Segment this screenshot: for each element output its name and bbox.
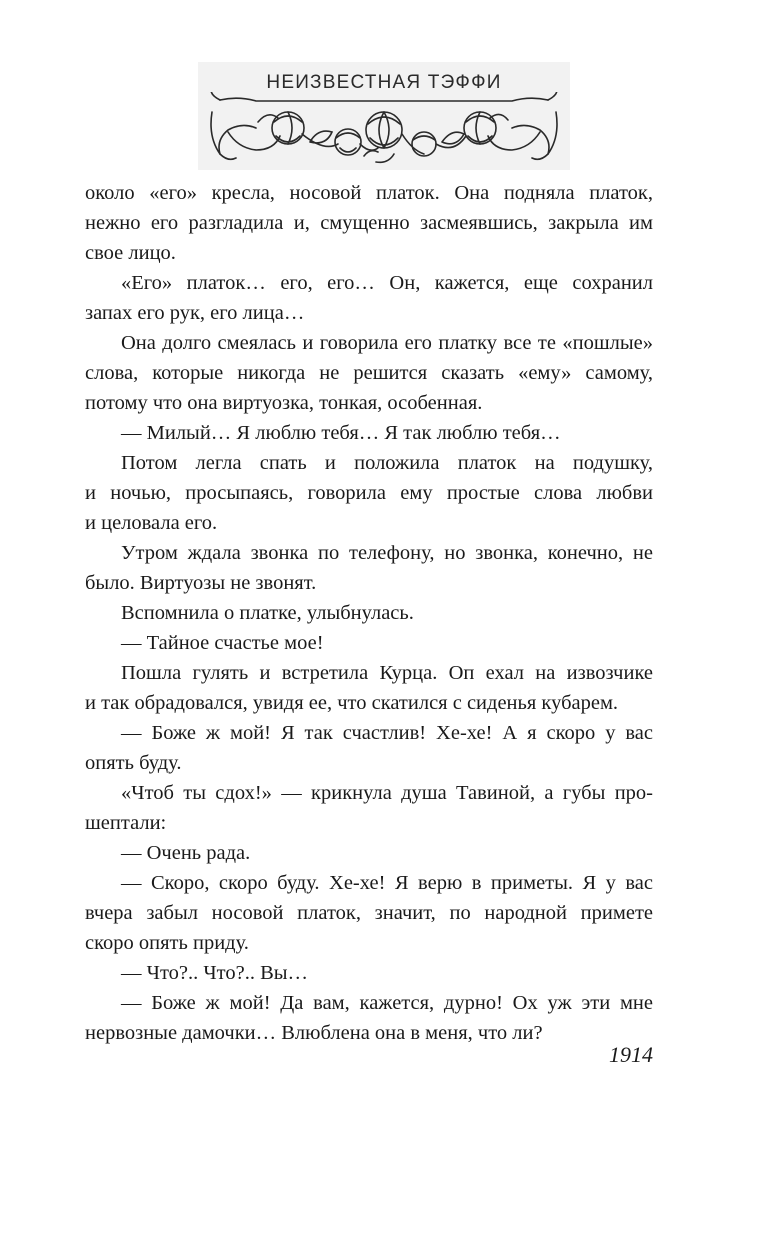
text-line: скоро опять приду. <box>85 932 249 954</box>
text-line: нервозные дамочки… Влюблена она в меня, что ли? <box>85 1022 543 1044</box>
text-line: Утром ждала звонка по телефону, но звонка, конечно, не <box>121 542 653 564</box>
text-line: потому что она виртуозка, тонкая, особенная. <box>85 392 483 414</box>
text-line: — Тайное счастье мое! <box>121 632 324 654</box>
text-line: слова, которые никогда не решится сказать «ему» самому, <box>85 362 653 384</box>
text-line: и ночью, просыпаясь, говорила ему простые слова любви <box>85 482 653 504</box>
floral-ornament-icon <box>198 92 570 168</box>
text-line: Она долго смеялась и говорила его платку все те «пошлые» <box>121 332 653 354</box>
text-line: и целовала его. <box>85 512 218 534</box>
text-line: — Очень рада. <box>121 842 251 864</box>
text-line: — Милый… Я люблю тебя… Я так люблю тебя… <box>121 422 561 444</box>
body-text <box>85 178 653 1048</box>
text-line: и так обрадовался, увидя ее, что скатился с сиденья кубарем. <box>85 692 619 714</box>
running-title: НЕИЗВЕСТНАЯ ТЭФФИ <box>266 72 502 93</box>
page-header <box>198 62 570 170</box>
text-line: — Боже ж мой! Да вам, кажется, дурно! Ох уж эти мне <box>121 992 653 1014</box>
text-line: — Боже ж мой! Я так счастлив! Хе-хе! А я скоро у вас <box>121 722 653 744</box>
text-line: — Скоро, скоро буду. Хе-хе! Я верю в приметы. Я у вас <box>121 872 653 894</box>
text-line: запах его рук, его лица… <box>85 302 305 324</box>
text-line: Пошла гулять и встретила Курца. Оп ехал на извозчике <box>121 662 653 684</box>
text-line: шептали: <box>85 812 167 834</box>
text-line: — Что?.. Что?.. Вы… <box>121 962 309 984</box>
text-line: «Его» платок… его, его… Он, кажется, еще сохранил <box>121 272 653 294</box>
text-line: Вспомнила о платке, улыбнулась. <box>121 602 414 624</box>
text-line: Потом легла спать и положила платок на подушку, <box>121 452 653 474</box>
text-line: около «его» кресла, носовой платок. Она подняла платок, <box>85 182 653 204</box>
text-line: опять буду. <box>85 752 182 774</box>
text-line: «Чтоб ты сдох!» — крикнула душа Тавиной, а губы про- <box>121 782 653 804</box>
text-line: нежно его разгладила и, смущенно засмеявшись, закрыла им <box>85 212 653 234</box>
year-signature: 1914 <box>609 1042 653 1067</box>
text-line: свое лицо. <box>85 242 176 264</box>
text-line: было. Виртуозы не звонят. <box>85 572 317 594</box>
text-line: вчера забыл носовой платок, значит, по народной примете <box>85 902 653 924</box>
